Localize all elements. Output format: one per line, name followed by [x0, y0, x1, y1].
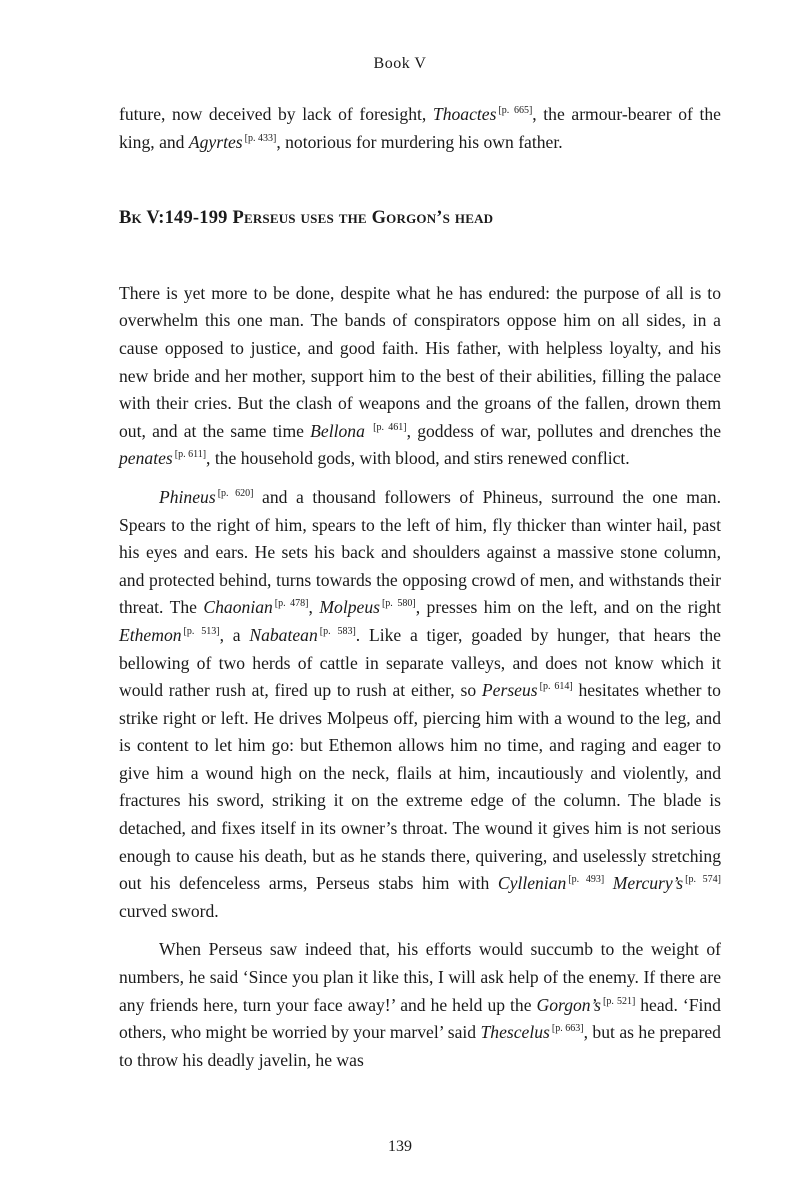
section-heading: Bk V:149-199 Perseus uses the Gorgon’s head — [119, 208, 494, 229]
page-ref: [p. 513] — [183, 625, 220, 637]
name-cyllenian: Cyllenian — [497, 873, 567, 894]
name-mercury: Mercury’s — [612, 873, 684, 894]
name-agyrtes: Agyrtes — [188, 131, 243, 152]
paragraph: There is yet more to be done, despite what he has endured: the purpose of all is to overwhelm this one man. The bands of conspirators oppose him on all sides, in a cause opposed to justice, and good faith. His father, with helpless loyalty, and his new bride and her mother, support him to the best of their abilities, filling the palace with their cries. But the clash of weapons and the groans of the fallen, drown them out, and at the same time Bellona [p. 461], goddess of war, pollutes and drenches the penates [p. 611], the household gods, with blood, and stirs renewed conflict. — [119, 282, 721, 469]
name-chaonian: Chaonian — [203, 597, 273, 618]
name-perseus: Perseus — [481, 680, 538, 701]
name-bellona: Bellona — [310, 420, 365, 441]
page-ref: [p. 614] — [539, 681, 573, 693]
name-penates: penates — [119, 448, 173, 469]
name-molpeus: Molpeus — [319, 597, 380, 618]
page-ref: [p. 583] — [319, 625, 356, 637]
name-nabatean: Nabatean — [249, 624, 318, 645]
page-number: 139 — [388, 1138, 412, 1155]
paragraph: Phineus [p. 620] and a thousand followers of Phineus, surround the one man. Spears to the right of him, spears to the left of him, fly thicker than winter hail, past his eyes and ears. He sets his back and shoulders against a massive stone column, and protected behind, turns towards the opposing crowd of men, and withstands their threat. The Chaonian [p. 478], Molpeus [p. 580], presses him on the left, and on the right Ethemon [p. 513], a Nabatean [p. 583]. Like a tiger, goaded by hunger, that hears the bellowing of two herds of cattle in separate valleys, and does not know which it would rather rush at, fired up to rush at either, so Perseus [p. 614] hesitates whether to strike right or left. He drives Molpeus off, piercing him with a wound to the leg, and is content to let him go: but Ethemon allows him no time, and raging and eager to give him a wound high on the neck, flails at him, incautiously and violently, and fractures his sword, striking it on the extreme edge of the column. The blade is detached, and fixes itself in its owner’s throat. The wound it gives him is not serious enough to cause his death, but as he stands there, quivering, and uselessly stretching out his defenceless arms, Perseus stabs him with Cyllenian [p. 493] Mercury’s [p. 574] curved sword. — [119, 486, 721, 921]
page-ref: [p. 620] — [217, 487, 254, 499]
paragraph: When Perseus saw indeed that, his efforts would succumb to the weight of numbers, he said ‘Since you plan it like this, I will ask help of the enemy. If there are any friends here, turn your face away!’ and he held up the Gorgon’s [p. 521] head. ‘Find others, who might be worried by your marvel’ said Thescelus [p. 663], but as he prepared to throw his deadly javelin, he was — [119, 939, 721, 1070]
name-phineus: Phineus — [159, 486, 216, 507]
name-thoactes: Thoactes — [432, 104, 497, 124]
name-gorgon: Gorgon’s — [536, 994, 602, 1015]
page-ref: [p. 665] — [498, 105, 533, 116]
page-ref: [p. 493] — [568, 874, 605, 886]
running-head: Book V — [373, 55, 427, 72]
page-ref: [p. 521] — [603, 995, 636, 1007]
page-ref: [p. 611] — [174, 449, 207, 461]
page-ref: [p. 478] — [274, 598, 309, 610]
name-ethemon: Ethemon — [119, 624, 182, 645]
paragraph-continuation: future, now deceived by lack of foresight, Thoactes [p. 665], the armour-bearer of the king, and Agyrtes [p. 433], notorious for murdering his own father. — [119, 104, 721, 152]
page-ref: [p. 663] — [551, 1023, 584, 1035]
name-thescelus: Thescelus — [480, 1022, 550, 1043]
page-ref: [p. 461] — [373, 421, 407, 433]
page-ref: [p. 580] — [381, 598, 416, 610]
page-ref: [p. 433] — [244, 132, 277, 144]
page-ref: [p. 574] — [685, 874, 721, 886]
page-body — [119, 101, 721, 1074]
